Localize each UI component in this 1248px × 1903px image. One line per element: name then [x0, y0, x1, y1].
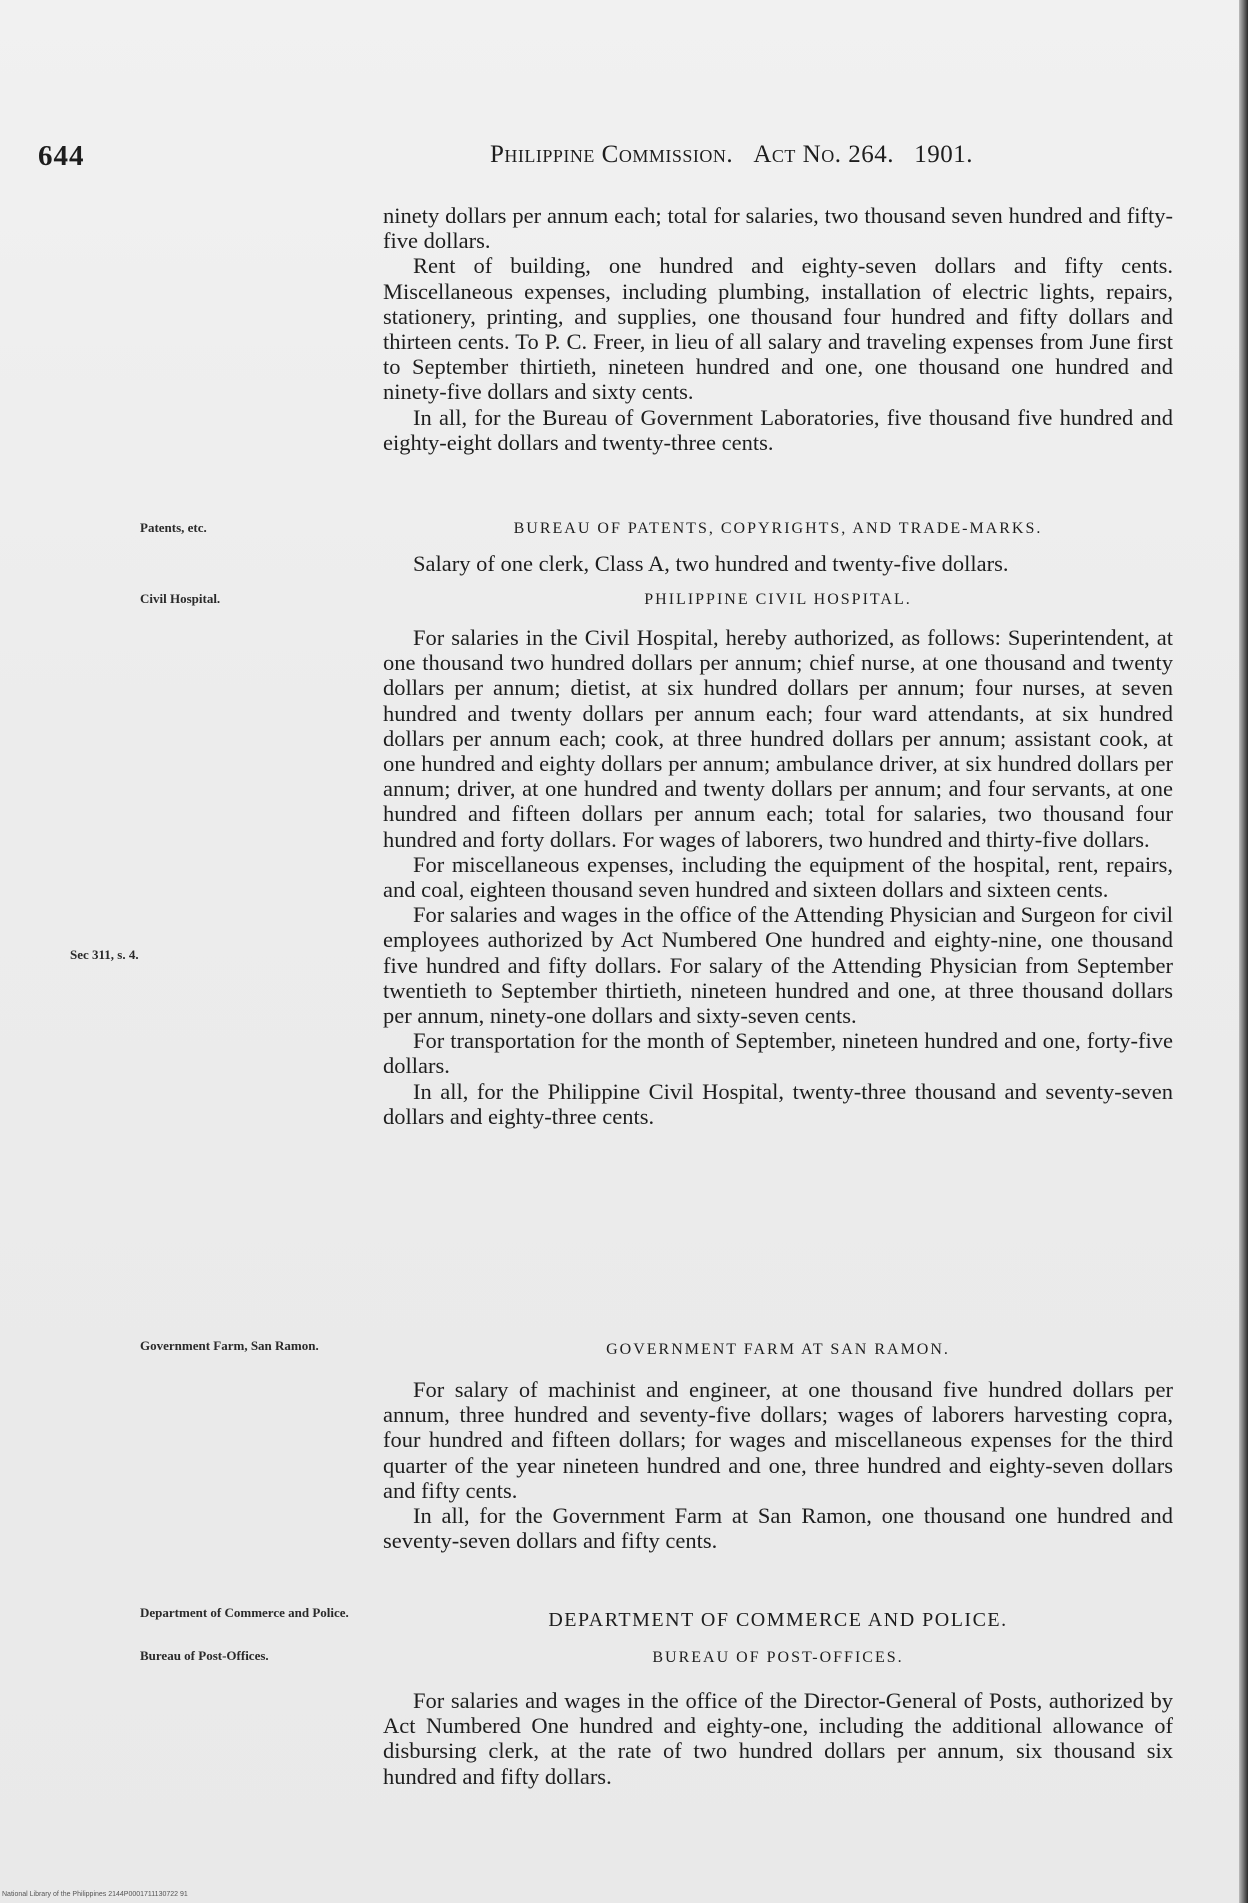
posts-block	[383, 1688, 1173, 1789]
paragraph: Salary of one clerk, Class A, two hundred and twenty-five dollars.	[413, 551, 1009, 576]
running-head	[490, 141, 973, 169]
page-number: 644	[38, 140, 85, 172]
paragraph: In all, for the Bureau of Government Laboratories, five thousand five hundred and eighty-eight dollars and twenty-three cents.	[383, 404, 1173, 455]
farm-block	[383, 1377, 1173, 1553]
section-heading-commerce: DEPARTMENT OF COMMERCE AND POLICE.	[548, 1609, 1008, 1631]
paragraph: In all, for the Philippine Civil Hospital, twenty-three thousand and seventy-seven dollars and eighty-three cents.	[383, 1078, 1173, 1129]
page-edge-shadow	[1239, 0, 1248, 1903]
section-heading-patents: BUREAU OF PATENTS, COPYRIGHTS, AND TRADE-MARKS.	[513, 520, 1043, 537]
paragraph: For transportation for the month of September, nineteen hundred and one, forty-five dollars.	[383, 1028, 1173, 1079]
section-heading-farm: GOVERNMENT FARM AT SAN RAMON.	[606, 1341, 950, 1358]
paragraph: In all, for the Government Farm at San Ramon, one thousand one hundred and seventy-seven dollars and fifty cents.	[383, 1503, 1173, 1554]
intro-block	[383, 203, 1173, 455]
margin-note-farm: Government Farm, San Ramon.	[140, 1338, 319, 1353]
margin-note-commerce: Department of Commerce and Police.	[140, 1605, 349, 1620]
hospital-block	[383, 625, 1173, 1129]
margin-reference-section: Sec 311, s. 4.	[70, 947, 139, 962]
margin-note-posts: Bureau of Post-Offices.	[140, 1648, 269, 1663]
act-number: Act No. 264.	[753, 141, 894, 168]
paragraph: For salaries in the Civil Hospital, hereby authorized, as follows: Superintendent, at one thousand two hundred dollars per annum; chief nurse, at one thousand and twenty dollars per annum; dietist, at six hundred dollars per annum; four nurses, at seven hundred and twenty dollars per annum each; four ward attendants, at six hundred dollars per annum each; cook, at three hundred dollars per annum; assistant cook, at one hundred and eighty dollars per annum; ambulance driver, at six hundred dollars per annum; driver, at one hundred and twenty dollars per annum; and four servants, at one hundred and fifteen dollars per annum each; total for salaries, two thousand four hundred and forty dollars. For wages of laborers, two hundred and thirty-five dollars.	[383, 625, 1173, 852]
margin-note-patents: Patents, etc.	[140, 520, 207, 535]
paragraph: Rent of building, one hundred and eighty-seven dollars and fifty cents. Miscellaneous expenses, including plumbing, installation of electric lights, repairs, stationery, printing, and supplies, one thousand four hundred and fifty dollars and thirteen cents. To P. C. Freer, in lieu of all salary and traveling expenses from June first to September thirtieth, nineteen hundred and one, one thousand one hundred and ninety-five dollars and sixty cents.	[383, 253, 1173, 405]
paragraph: For miscellaneous expenses, including the equipment of the hospital, rent, repairs, and coal, eighteen thousand seven hundred and sixteen dollars and sixteen cents.	[383, 851, 1173, 903]
paragraph: For salary of machinist and engineer, at one thousand five hundred dollars per annum, three hundred and seventy-five dollars; wages of laborers harvesting copra, four hundred and fifteen dollars; for wages and miscellaneous expenses for the third quarter of the year nineteen hundred and one, three hundred and eighty-seven dollars and fifty cents.	[383, 1377, 1173, 1503]
year: 1901.	[914, 141, 973, 168]
patents-block	[383, 551, 1173, 576]
paragraph: ninety dollars per annum each; total for salaries, two thousand seven hundred and fifty-five dollars.	[383, 203, 1173, 254]
section-heading-posts: BUREAU OF POST-OFFICES.	[652, 1649, 904, 1666]
margin-note-hospital: Civil Hospital.	[140, 591, 221, 606]
scan-credit: National Library of the Philippines 2144P0001711130722 91	[2, 1891, 188, 1898]
paragraph: For salaries and wages in the office of the Director-General of Posts, authorized by Act Numbered One hundred and eighty-one, including the additional allowance of disbursing clerk, at the rate of two hundred dollars per annum, six thousand six hundred and fifty dollars.	[383, 1688, 1173, 1789]
section-heading-hospital: PHILIPPINE CIVIL HOSPITAL.	[644, 591, 912, 608]
running-title: Philippine Commission.	[490, 141, 734, 168]
paragraph: For salaries and wages in the office of the Attending Physician and Surgeon for civil employees authorized by Act Numbered One hundred and eighty-nine, one thousand five hundred and fifty dollars. For salary of the Attending Physician from September twentieth to September thirtieth, nineteen hundred and one, at three thousand dollars per annum, ninety-one dollars and sixty-seven cents.	[383, 902, 1173, 1029]
